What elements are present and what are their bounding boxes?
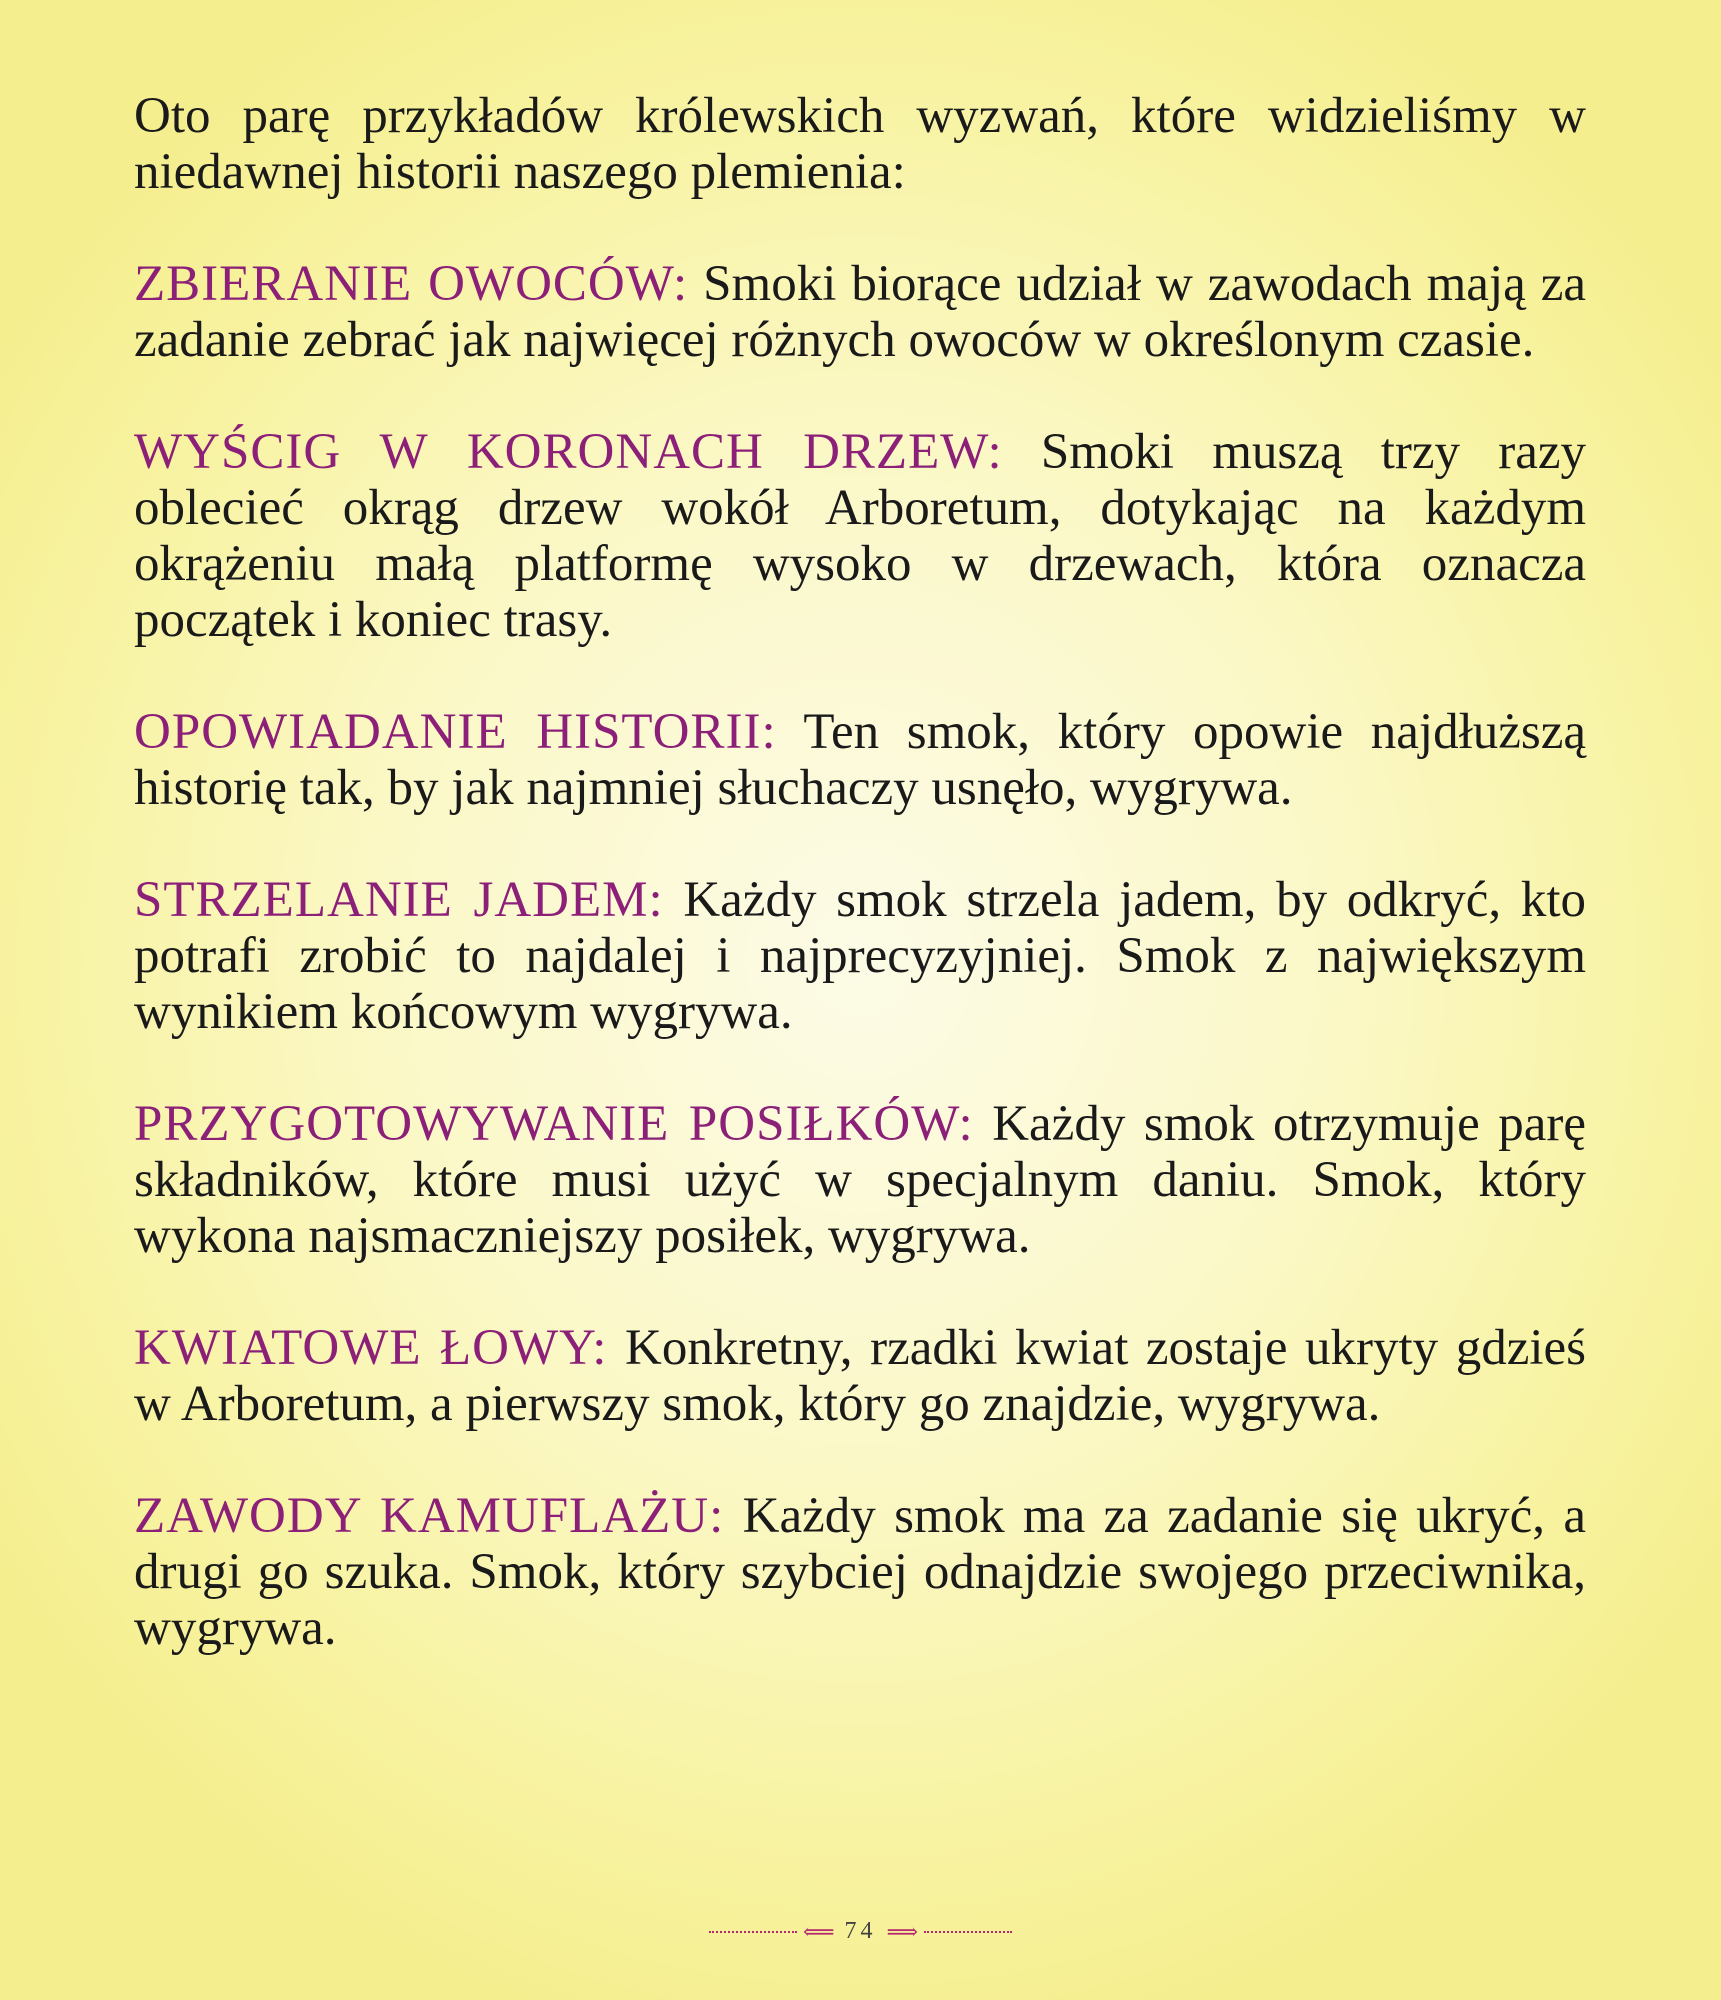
challenge-meal-preparation xyxy=(134,1096,1586,1264)
challenge-text: Smoki muszą trzy razy oblecieć okrąg drzew wokół Arboretum, dotykając na każdym okrążeniu małą platformę wysoko w drzewach, która oznacza początek i koniec trasy. xyxy=(134,424,1586,648)
right-arrow-ornament-icon: ⟹ xyxy=(886,1918,919,1944)
challenge-heading: PRZYGOTOWYWANIE POSIŁKÓW: xyxy=(134,1096,974,1152)
challenge-heading: KWIATOWE ŁOWY: xyxy=(134,1320,608,1376)
challenge-heading: ZAWODY KAMUFLAŻU: xyxy=(134,1488,725,1544)
footer-dotted-rule-right xyxy=(924,1931,1012,1933)
challenge-heading: WYŚCIG W KORONACH DRZEW: xyxy=(134,424,1003,480)
challenge-flower-hunt xyxy=(134,1320,1586,1432)
challenge-text: Smoki biorące udział w zawodach mają za zadanie zebrać jak najwięcej różnych owoców w określonym czasie. xyxy=(134,256,1587,368)
challenge-fruit-gathering xyxy=(134,256,1586,368)
challenge-camouflage xyxy=(134,1488,1586,1656)
footer-dotted-rule-left xyxy=(709,1931,797,1933)
challenge-heading: OPOWIADANIE HISTORII: xyxy=(134,704,777,760)
challenge-heading: STRZELANIE JADEM: xyxy=(134,872,664,928)
page-footer xyxy=(0,1918,1721,1945)
challenge-text: Każdy smok ma za zadanie się ukryć, a drugi go szuka. Smok, który szybciej odnajdzie swojego przeciwnika, wygrywa. xyxy=(134,1488,1586,1656)
intro-paragraph: Oto parę przykładów królewskich wyzwań, które widzieliśmy w niedawnej historii naszego plemienia: xyxy=(134,88,1586,200)
page-content xyxy=(134,88,1586,1656)
challenge-text: Każdy smok strzela jadem, by odkryć, kto potrafi zrobić to najdalej i najprecyzyjniej. Smok z największym wynikiem końcowym wygrywa. xyxy=(134,872,1587,1040)
challenge-storytelling xyxy=(134,704,1586,816)
challenge-heading: ZBIERANIE OWOCÓW: xyxy=(134,256,689,312)
challenge-treetop-race xyxy=(134,424,1586,648)
challenge-venom-shooting xyxy=(134,872,1586,1040)
page-number: 74 xyxy=(844,1918,877,1944)
left-arrow-ornament-icon: ⟸ xyxy=(802,1918,835,1944)
challenge-text: Ten smok, który opowie najdłuższą historię tak, by jak najmniej słuchaczy usnęło, wygrywa. xyxy=(134,704,1586,816)
challenge-text: Konkretny, rzadki kwiat zostaje ukryty gdzieś w Arboretum, a pierwszy smok, który go znajdzie, wygrywa. xyxy=(134,1320,1587,1432)
challenge-text: Każdy smok otrzymuje parę składników, które musi użyć w specjalnym daniu. Smok, który wykona najsmaczniejszy posiłek, wygrywa. xyxy=(134,1096,1587,1264)
